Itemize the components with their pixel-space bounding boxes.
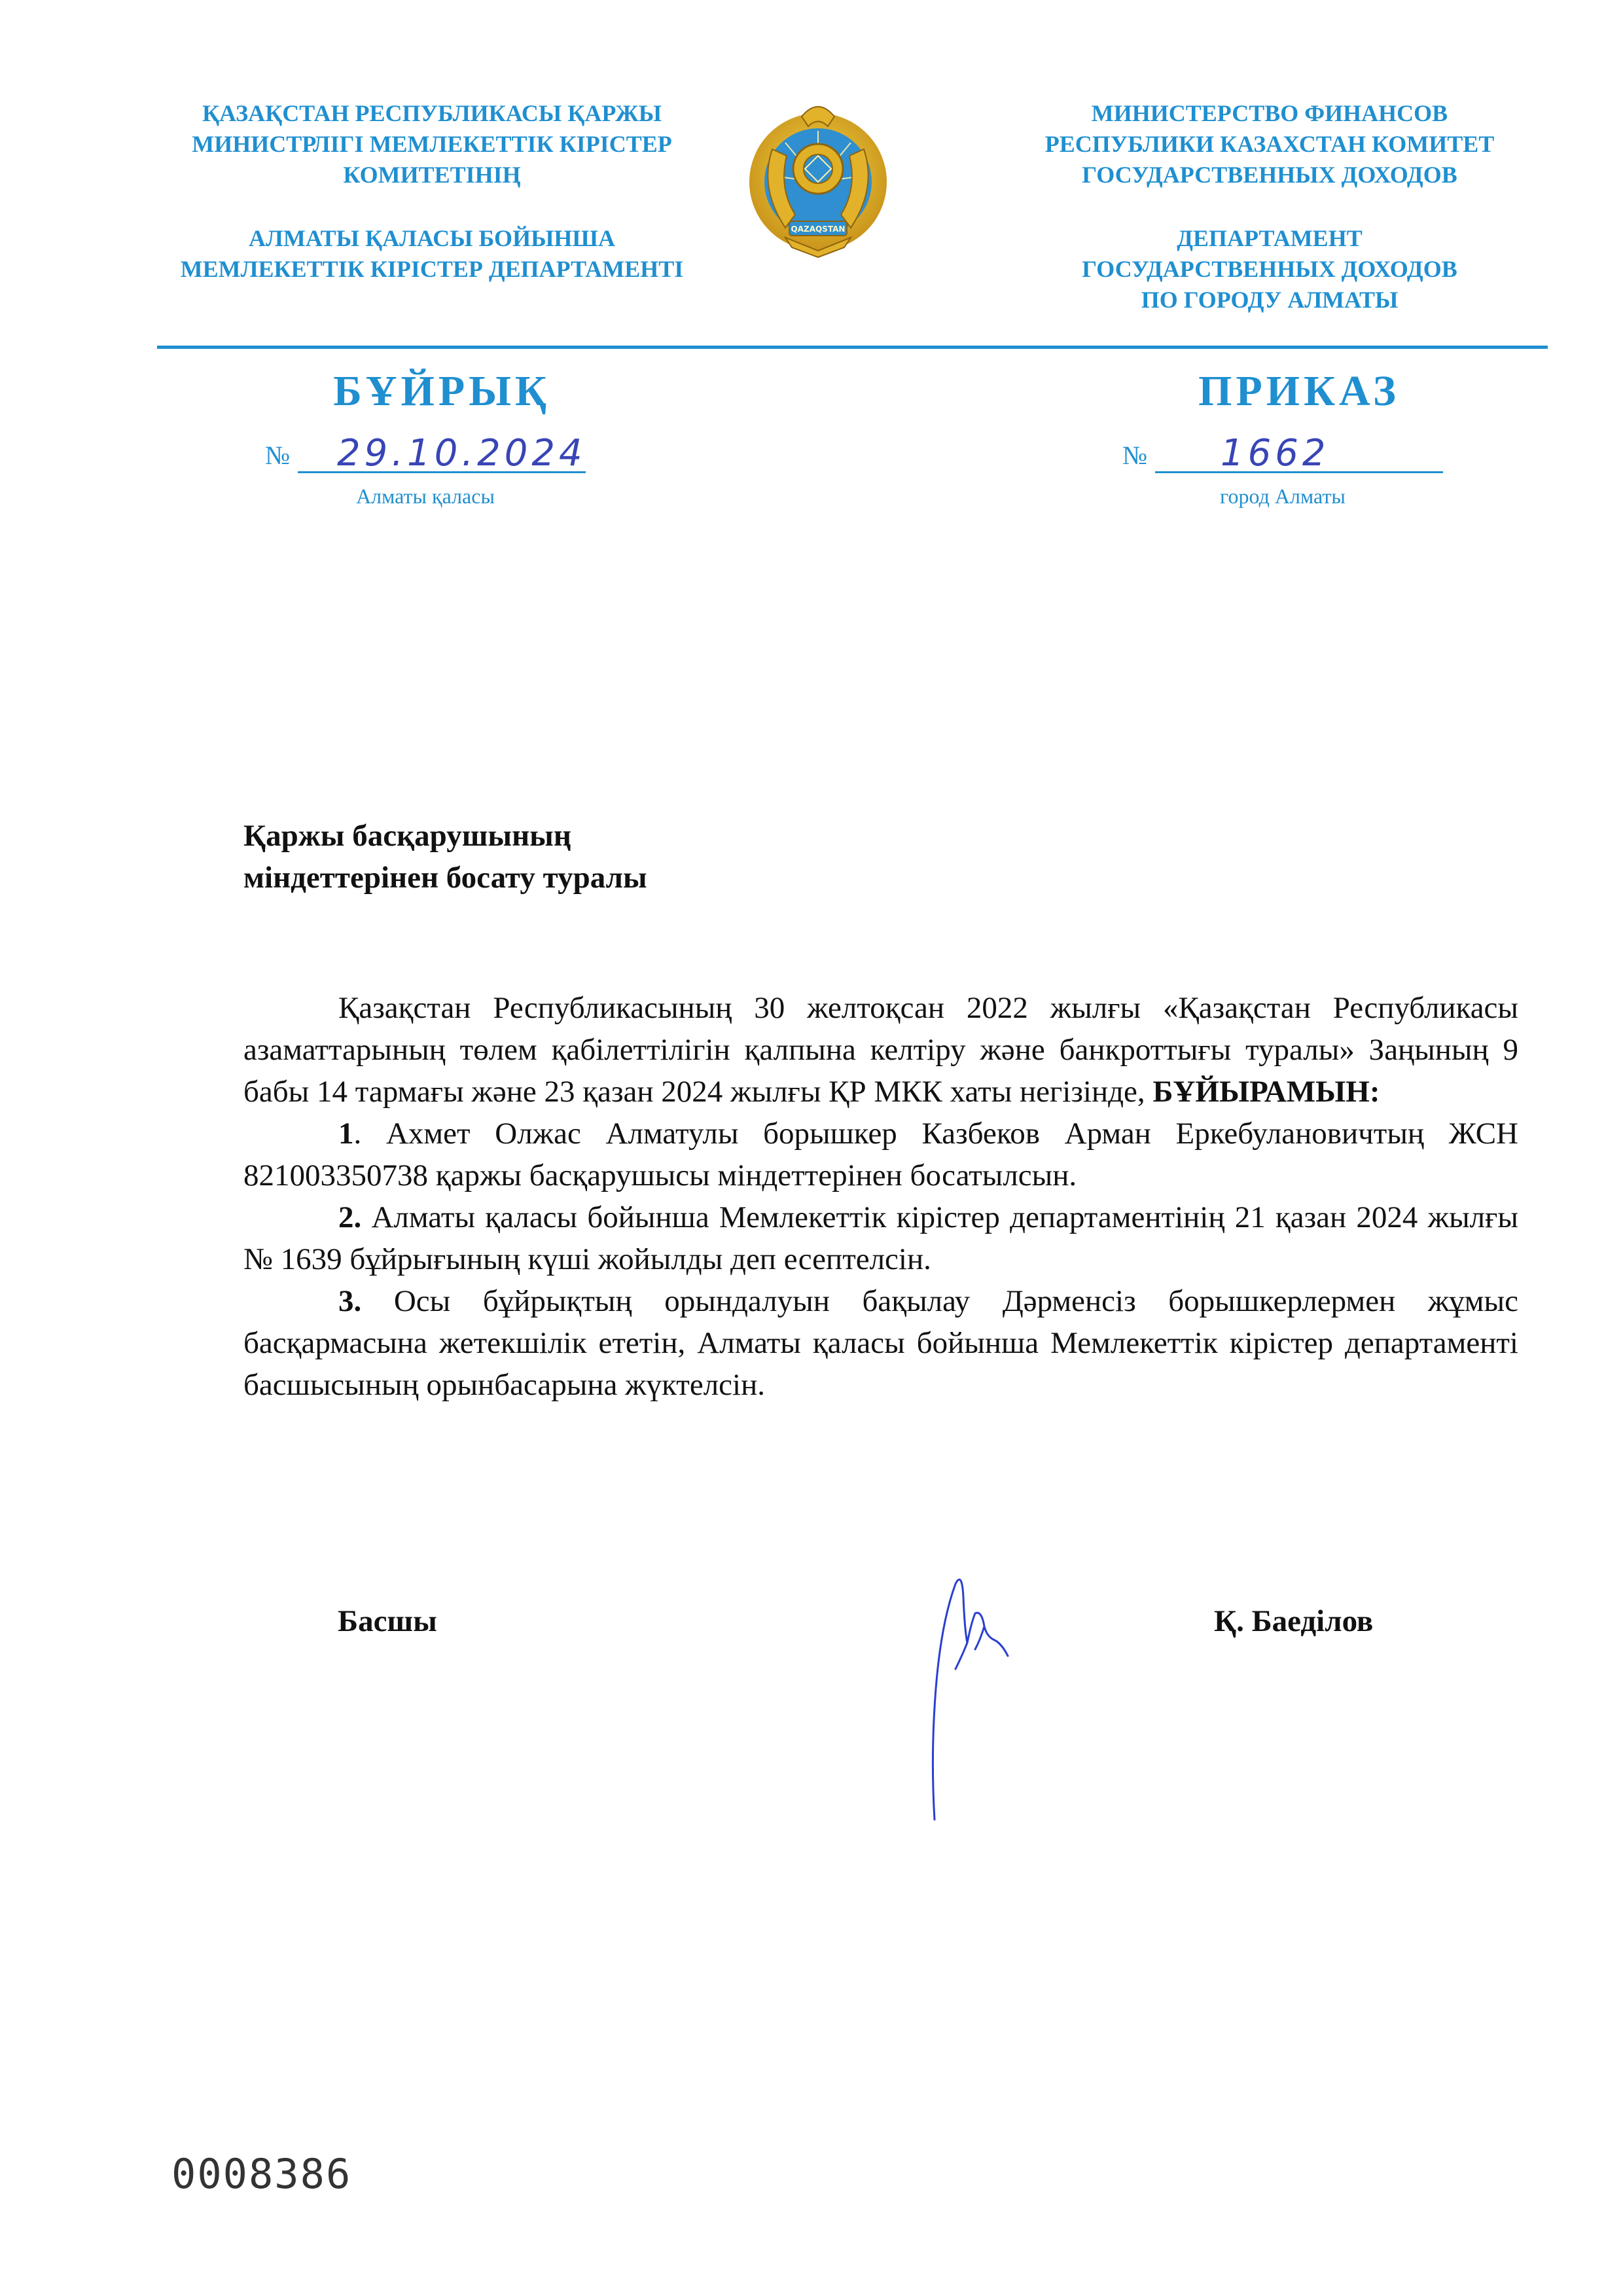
body-paragraph [243, 1196, 1518, 1280]
order-body [243, 987, 1518, 1406]
header-kz [131, 98, 733, 285]
body-text: Қазақстан Республикасының 30 желтоқсан 2022 жылғы «Қазақстан Республикасы азаматтарының төлем қабілеттілігін қалпына келтіру және банкроттығы туралы» Заңының 9 бабы 14 тармағы және 23 қазан 2024 жылғы ҚР МКК хаты негізінде, [243, 991, 1518, 1109]
header-kz-line: МИНИСТРЛІГІ МЕМЛЕКЕТТІК КІРІСТЕР [192, 131, 672, 157]
order-subject [243, 815, 647, 899]
header-kz-line: АЛМАТЫ ҚАЛАСЫ БОЙЫНША [249, 225, 615, 251]
order-title-kz: БҰЙРЫҚ [333, 367, 550, 415]
header-kz-line: ҚАЗАҚСТАН РЕСПУБЛИКАСЫ ҚАРЖЫ [202, 100, 662, 126]
header-ru-line: ДЕПАРТАМЕНТ [1177, 225, 1363, 251]
state-emblem-icon [746, 71, 890, 293]
header-ru-line: РЕСПУБЛИКИ КАЗАХСТАН КОМИТЕТ [1044, 131, 1495, 157]
body-paragraph [243, 1113, 1518, 1196]
header-kz-line: КОМИТЕТІНІҢ [343, 162, 521, 188]
handwritten-signature [916, 1558, 1034, 1833]
body-text: Осы бұйрықтың орындалуын бақылау Дәрменсіз борышкерлермен жұмыс басқармасына жетекшілік ететін, Алматы қаласы бойынша Мемлекеттік кірістер департаменті басшысының орынбасарына жүктелсін. [243, 1284, 1518, 1402]
header-ru-line: ГОСУДАРСТВЕННЫХ ДОХОДОВ [1082, 162, 1457, 188]
city-ru: город Алматы [1220, 484, 1346, 508]
header-divider [157, 346, 1548, 349]
header-ru [969, 98, 1571, 315]
subject-line: Қаржы басқарушының [243, 819, 571, 853]
order-date-field [265, 432, 592, 478]
header-ru-line: ГОСУДАРСТВЕННЫХ ДОХОДОВ [1082, 256, 1457, 282]
item-number: 1 [338, 1117, 354, 1151]
signatory-name: Қ. Баеділов [1214, 1604, 1374, 1638]
item-number: 2. [338, 1200, 362, 1234]
signatory-role: Басшы [338, 1604, 437, 1638]
item-number: 3. [338, 1284, 362, 1318]
body-text: Алматы қаласы бойынша Мемлекеттік кірістер департаментінің 21 қазан 2024 жылғы № 1639 бұйрығының күші жойылды деп есептелсін. [243, 1200, 1518, 1276]
body-paragraph [243, 1280, 1518, 1406]
handwritten-date: 29.10.2024 [337, 432, 586, 475]
subject-line: міндеттерінен босату туралы [243, 861, 647, 895]
city-kz: Алматы қаласы [356, 484, 495, 508]
header-kz-line: МЕМЛЕКЕТТІК КІРІСТЕР ДЕПАРТАМЕНТІ [180, 256, 684, 282]
header-ru-line: МИНИСТЕРСТВО ФИНАНСОВ [1091, 100, 1448, 126]
number-sign: № [265, 440, 291, 470]
body-text: . Ахмет Олжас Алматулы борышкер Казбеков Арман Еркебулановичтың ЖСН 821003350738 қаржы басқарушысы міндеттерінен босатылсын. [243, 1117, 1518, 1193]
order-title-ru: ПРИКАЗ [1198, 367, 1400, 415]
body-paragraph [243, 987, 1518, 1113]
number-sign: № [1122, 440, 1148, 470]
header-ru-line: ПО ГОРОДУ АЛМАТЫ [1141, 287, 1399, 313]
order-number-field [1122, 432, 1450, 478]
order-command: БҰЙЫРАМЫН: [1152, 1075, 1380, 1109]
serial-number: 0008386 [171, 2150, 352, 2198]
emblem-text: QAZAQSTAN [791, 224, 846, 234]
handwritten-number: 1662 [1221, 432, 1330, 475]
